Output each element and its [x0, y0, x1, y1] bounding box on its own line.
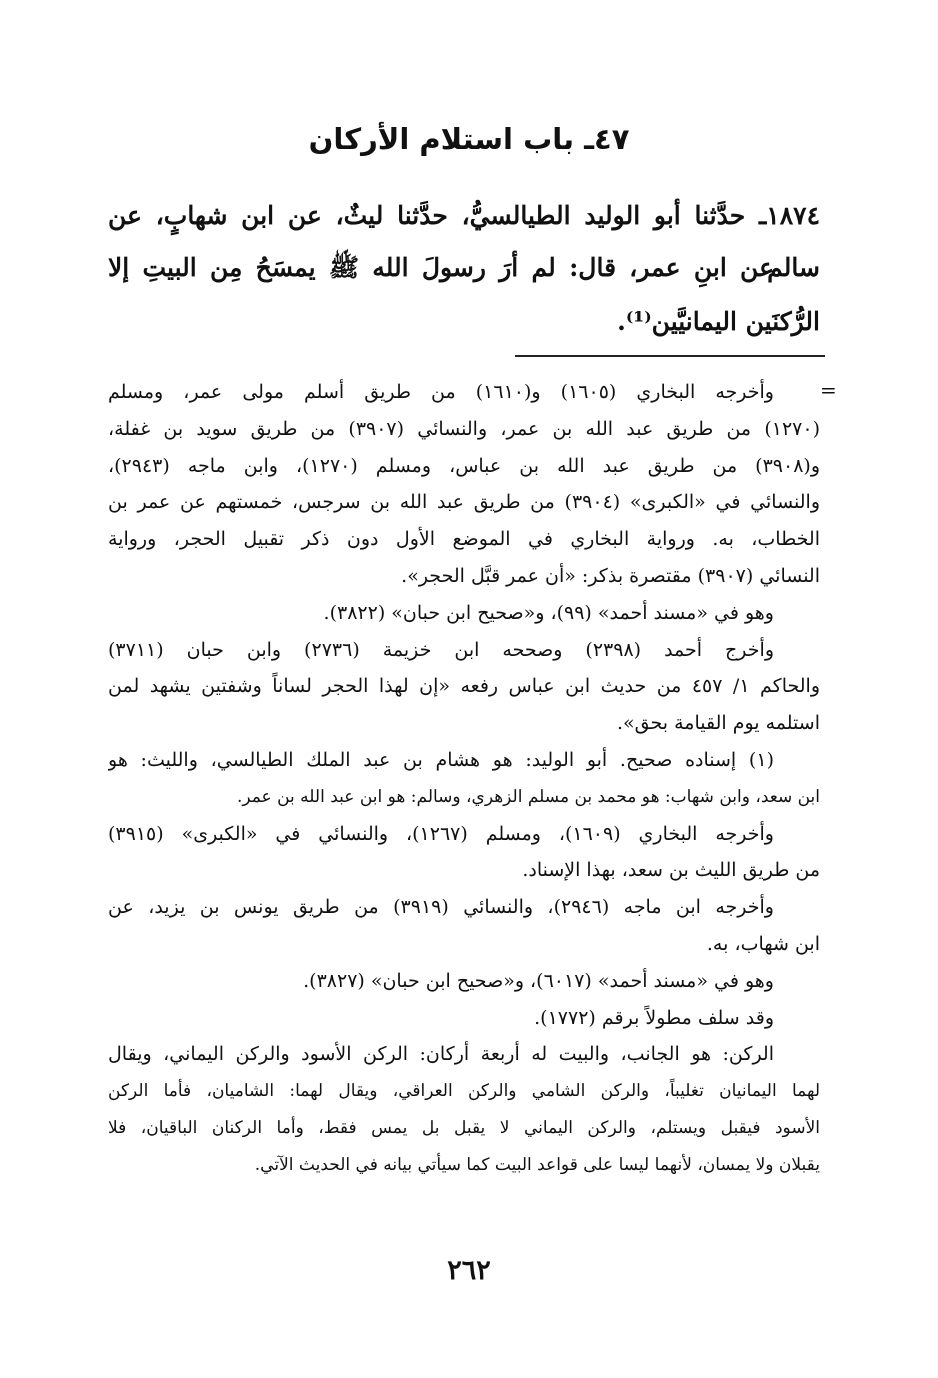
note-line: والنسائي في «الكبرى» (٣٩٠٤) من طريق عبد الله بن سرجس، خمستهم عن عمر بن [108, 491, 820, 514]
note-line: (١٢٧٠) من طريق عبد الله بن عمر، والنسائي (٣٩٠٧) من طريق سويد بن غفلة، [108, 417, 820, 440]
note-line: النسائي (٣٩٠٧) مقتصرة بذكر: «أن عمر قبَّل الحجر». [401, 564, 820, 587]
note-line: ابن سعد، وابن شهاب: هو محمد بن مسلم الزهري، وسالم: هو ابن عبد الله بن عمر. [236, 786, 820, 807]
note-line: ابن شهاب، به. [706, 932, 820, 955]
note-line: وهو في «مسند أحمد» (٦٠١٧)، و«صحيح ابن حبان» (٣٨٢٧). [303, 969, 774, 992]
note-line: وأخرج أحمد (٢٣٩٨) وصححه ابن خزيمة (٢٧٣٦) وابن حبان (٣٧١١) [108, 638, 774, 661]
continuation-marker: = [820, 378, 837, 402]
note-line: (١) إسناده صحيح. أبو الوليد: هو هشام بن عبد الملك الطيالسي، والليث: هو [108, 748, 774, 771]
hadith-line-3: الرُّكنَين اليمانيَّين⁽¹⁾. [617, 307, 820, 336]
note-line: يقبلان ولا يمسان، لأنهما ليسا على قواعد البيت كما سيأتي بيانه في الحديث الآتي. [254, 1154, 820, 1175]
note-line: وأخرجه البخاري (١٦٠٩)، ومسلم (١٢٦٧)، والنسائي في «الكبرى» (٣٩١٥) [108, 822, 774, 845]
hadith-line-1: ١٨٧٤ـ حدَّثنا أبو الوليد الطيالسيُّ، حدَّثنا ليثٌ، عن ابن شهابٍ، عن سالم [108, 201, 820, 282]
note-line: و(٣٩٠٨) من طريق عبد الله بن عباس، ومسلم (١٢٧٠)، وابن ماجه (٢٩٤٣)، [108, 454, 820, 477]
note-line: الركن: هو الجانب، والبيت له أربعة أركان: الركن الأسود والركن اليماني، ويقال [108, 1043, 774, 1066]
note-line: استلمه يوم القيامة بحق». [616, 712, 820, 735]
footnotes [108, 374, 820, 1184]
page-number: ٢٦٢ [447, 1255, 491, 1286]
note-line: الخطاب، به. ورواية البخاري في الموضع الأول دون ذكر تقبيل الحجر، ورواية [108, 528, 820, 551]
note-line: وأخرجه البخاري (١٦٠٥) و(١٦١٠) من طريق أسلم مولى عمر، ومسلم [108, 381, 774, 403]
chapter-heading: ٤٧ـ باب استلام الأركان [308, 122, 630, 156]
hadith-line-2: عن ابنِ عمر، قال: لم أرَ رسولَ الله ﷺ يمسَحُ مِن البيتِ إلا [108, 253, 774, 282]
note-line: وهو في «مسند أحمد» (٩٩)، و«صحيح ابن حبان» (٣٨٢٢). [323, 601, 774, 624]
note-line: وقد سلف مطولاً برقم (١٧٧٢). [534, 1006, 774, 1029]
note-line: لهما اليمانيان تغليباً، والركن الشامي والركن العراقي، ويقال لهما: الشاميان، فأما الركن [108, 1081, 820, 1102]
note-line: من طريق الليث بن سعد، بهذا الإسناد. [522, 859, 820, 882]
note-line: وأخرجه ابن ماجه (٢٩٤٦)، والنسائي (٣٩١٩) من طريق يونس بن يزيد، عن [108, 896, 774, 919]
footnote-divider [515, 355, 825, 357]
note-line: الأسود فيقبل ويستلم، والركن اليماني لا يقبل بل يمس فقط، وأما الركنان الباقيان، فلا [108, 1117, 820, 1138]
note-line: والحاكم ١/ ٤٥٧ من حديث ابن عباس رفعه «إن لهذا الحجر لساناً وشفتين يشهد لمن [108, 675, 820, 698]
